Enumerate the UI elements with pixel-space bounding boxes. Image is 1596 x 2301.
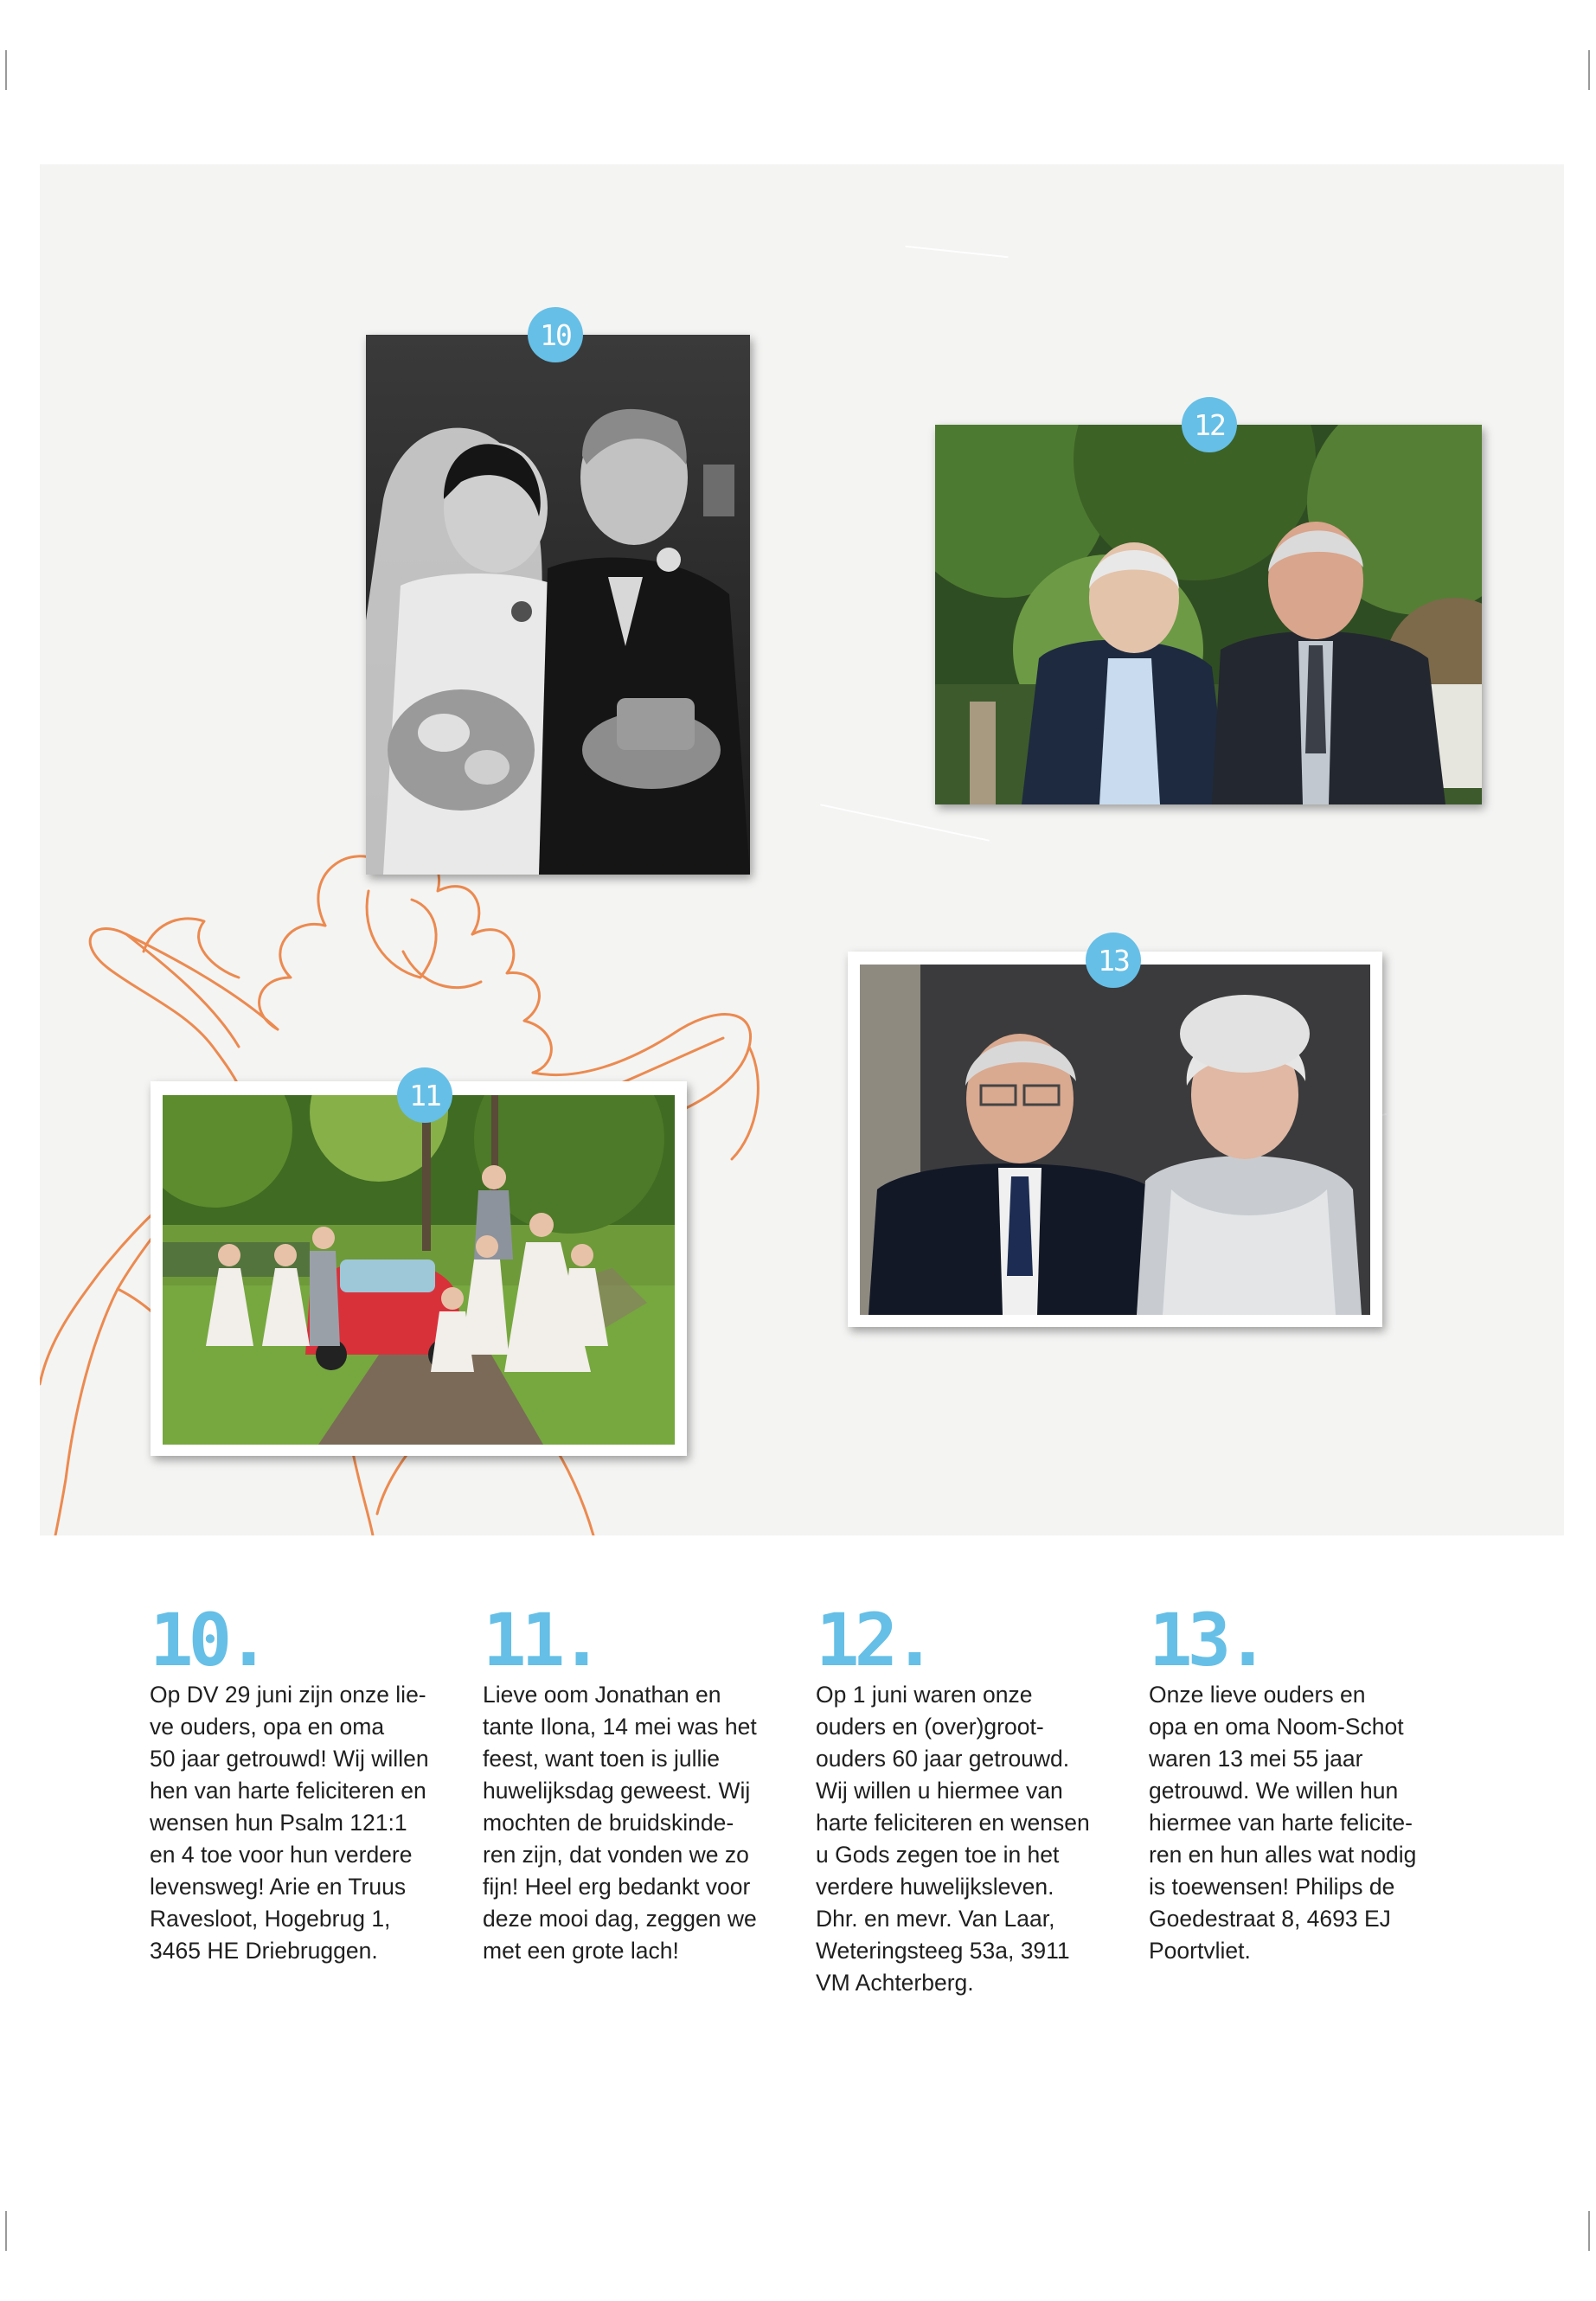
- photo-number-badge: 10: [528, 307, 583, 362]
- caption-number: 10.: [150, 1598, 266, 1682]
- photo-number-badge: 12: [1182, 397, 1237, 452]
- caption-11: [483, 1598, 781, 1967]
- caption-text: Lieve oom Jonathan en tante Ilona, 14 mei was het feest, want toen is jullie huwelijksdag geweest. Wij mochten de bruidskinde- ren zijn, dat vonden we zo fijn! Heel erg bedankt voor deze mooi dag, zeggen we met een grote lach!: [483, 1682, 757, 1964]
- photo-number-badge: 13: [1086, 933, 1141, 988]
- crop-mark: [1588, 50, 1590, 90]
- crop-mark: [1588, 2211, 1590, 2251]
- wedding-photo-bw: [366, 335, 750, 875]
- caption-10: [150, 1598, 448, 1967]
- photo-10: [366, 317, 750, 875]
- photo-11: [151, 1078, 687, 1456]
- photo-12: [935, 407, 1482, 804]
- crop-mark: [5, 50, 7, 90]
- wedding-party-photo: [163, 1095, 675, 1445]
- crop-mark: [5, 2211, 7, 2251]
- caption-text: Op DV 29 juni zijn onze lie- ve ouders, opa en oma 50 jaar getrouwd! Wij willen hen van harte feliciteren en wensen hun Psalm 121:1 en 4 toe voor hun verdere levensweg! Arie en Truus Ravesloot, Hogebrug 1, 3465 HE Driebruggen.: [150, 1682, 429, 1964]
- caption-text: Onze lieve ouders en opa en oma Noom-Schot waren 13 mei 55 jaar getrouwd. We willen hun hiermee van harte felicite- ren en hun alles wat nodig is toewensen! Philips de Goedestraat 8, 4693 EJ Poortvliet.: [1149, 1682, 1417, 1964]
- caption-number: 11.: [483, 1598, 599, 1682]
- caption-13: [1149, 1598, 1447, 1967]
- caption-12: [816, 1598, 1114, 1999]
- photo-number-badge: 11: [397, 1067, 452, 1123]
- couple-indoors-photo: [860, 965, 1370, 1315]
- caption-text: Op 1 juni waren onze ouders en (over)groot- ouders 60 jaar getrouwd. Wij willen u hiermee van harte feliciteren en wensen u Gods zegen toe in het verdere huwelijksleven. Dhr. en mevr. Van Laar, Weteringsteeg 53a, 3911 VM Achterberg.: [816, 1682, 1090, 1996]
- photo-13: [848, 943, 1382, 1327]
- caption-number: 12.: [816, 1598, 932, 1682]
- couple-outdoors-photo: [935, 425, 1482, 804]
- caption-number: 13.: [1149, 1598, 1265, 1682]
